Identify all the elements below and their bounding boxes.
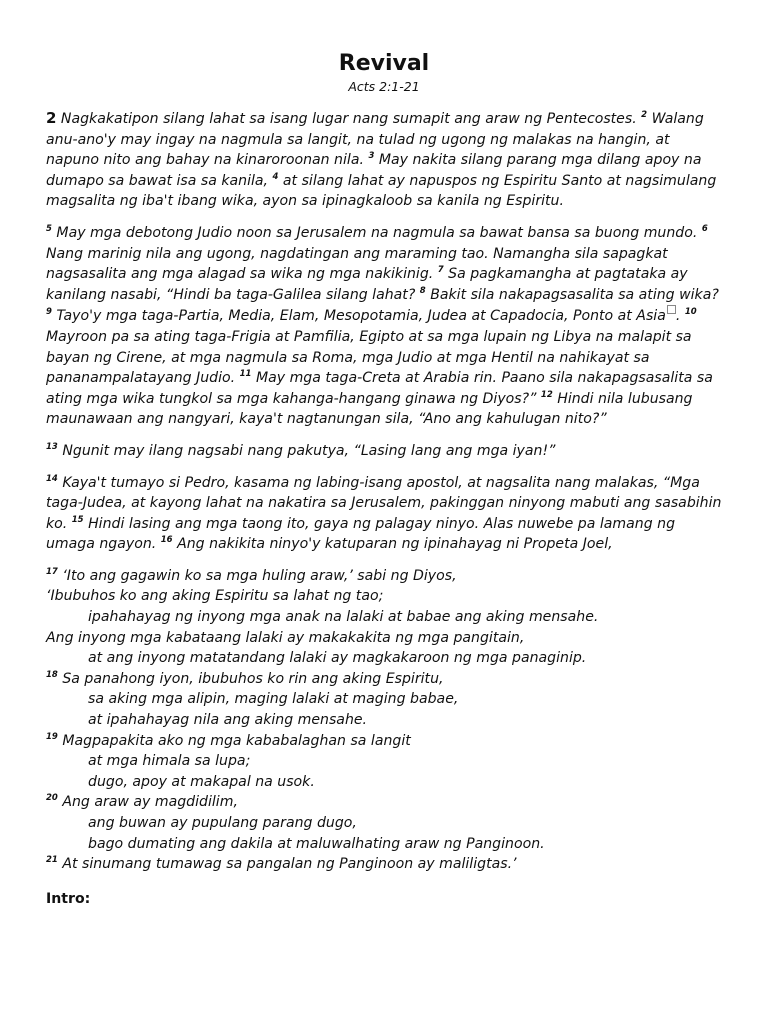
poem-line bbox=[46, 813, 722, 834]
verse-text: May mga taga-Creta at Arabia rin. Paano sila nakapagsasalita sa ating mga wika tungkol sa mga kahanga-hangang ginawa ng Diyos?” bbox=[46, 370, 713, 407]
verse-number: 5 bbox=[46, 223, 52, 234]
poem-line-text: At sinumang tumawag sa pangalan ng Panginoon ay maliligtas.’ bbox=[62, 856, 517, 873]
poem-line bbox=[46, 669, 722, 690]
poem-line-text: at mga himala sa lupa; bbox=[88, 753, 251, 770]
page-title: Revival bbox=[338, 51, 430, 76]
poem-line-text: Magpapakita ako ng mga kababalaghan sa langit bbox=[62, 732, 411, 749]
poem-line bbox=[46, 731, 722, 752]
verse-text: Bakit sila nakapagsasalita sa ating wika? bbox=[430, 286, 719, 303]
poem-line bbox=[46, 689, 722, 710]
verse-text: Nagkakatipon silang lahat sa isang lugar nang sumapit ang araw ng Pentecostes. bbox=[60, 111, 637, 127]
verse-number: 9 bbox=[46, 307, 52, 318]
poem-line bbox=[46, 710, 722, 731]
verse-text: Nang marinig nila ang ugong, nagdatingan ang maraming tao. Namangha sila sapagkat nagsasalita ang mga alagad sa wika ng mga nakikinig. bbox=[46, 245, 668, 283]
verse-number: 18 bbox=[46, 669, 58, 680]
verse-text: Tayo'y mga taga-Partia, Media, Elam, Mesopotamia, Judea at Capadocia, Ponto at Asia bbox=[56, 308, 666, 325]
poem-line-text: dugo, apoy at makapal na usok. bbox=[88, 773, 315, 790]
verse-number: 14 bbox=[46, 473, 58, 484]
prophecy-quotation bbox=[46, 566, 722, 875]
poem-line-text: Ang araw ay magdidilim, bbox=[62, 794, 238, 811]
verse-text: at silang lahat ay napuspos ng Espiritu Santo at nagsimulang magsalita ng iba't ibang wika, ayon sa ipinagkaloob sa kanila ng Espiritu. bbox=[46, 172, 717, 210]
verse-number: 2 bbox=[641, 110, 648, 120]
poem-line-text: at ipahahayag nila ang aking mensahe. bbox=[88, 712, 368, 729]
poem-line bbox=[46, 751, 722, 772]
verse-number: 16 bbox=[160, 535, 173, 546]
verse-number: 3 bbox=[368, 151, 375, 162]
verse-text: Hindi lasing ang mga taong ito, gaya ng palagay ninyo. Alas nuwebe pa lamang ng umaga ngayon. bbox=[46, 515, 676, 553]
verse-text: Ngunit may ilang nagsabi nang pakutya, “Lasing lang ang mga iyan!” bbox=[62, 442, 556, 459]
poem-line bbox=[46, 628, 722, 649]
verse-number: 7 bbox=[437, 265, 444, 276]
verse-punctuation: . bbox=[675, 308, 681, 325]
verse-number: 4 bbox=[272, 171, 279, 182]
verse-text: Sa pagkamangha at pagtataka ay kanilang nasabi, “Hindi ba taga-Galilea silang lahat? bbox=[46, 266, 688, 303]
poem-line-text: ‘Ibubuhos ko ang aking Espiritu sa lahat ng tao; bbox=[46, 588, 384, 605]
verse-number: 20 bbox=[46, 793, 58, 804]
poem-line bbox=[46, 854, 722, 875]
verse-text: May nakita silang parang mga dilang apoy na dumapo sa bawat isa sa kanila, bbox=[46, 152, 702, 189]
verse-text: Hindi nila lubusang maunawaan ang nangyari, kaya't nagtanungan sila, “Ano ang kahulugan nito?” bbox=[46, 390, 693, 428]
verse-number: 21 bbox=[46, 855, 58, 866]
verse-text: Walang anu-ano'y may ingay na nagmula sa langit, na tulad ng ugong ng malakas na hangin, at napuno nito ang bahay na kinaroroonan nila. bbox=[46, 111, 704, 169]
poem-line-text: Ang inyong mga kabataang lalaki ay makakakita ng mga pangitain, bbox=[46, 629, 525, 646]
verse-number: 19 bbox=[46, 731, 58, 742]
verse-number: 15 bbox=[71, 514, 84, 525]
verse-number: 11 bbox=[239, 369, 252, 380]
verse-text: Ang nakikita ninyo'y katuparan ng ipinahayag ni Propeta Joel, bbox=[177, 536, 613, 553]
verse-text: Mayroon pa sa ating taga-Frigia at Pamfilia, Egipto at sa mga lupain ng Libya na malapit sa bayan ng Cirene, at mga nagmula sa Roma, mga Judio at mga Hentil na nahikayat sa pananampalatayang Judio. bbox=[46, 328, 692, 387]
verse-number: 8 bbox=[419, 285, 426, 296]
poem-line bbox=[46, 607, 722, 628]
poem-line bbox=[46, 792, 722, 813]
poem-line bbox=[46, 586, 722, 607]
poem-line-text: at ang inyong matatandang lalaki ay magkakaroon ng mga panaginip. bbox=[88, 650, 587, 667]
poem-line-text: ‘Ito ang gagawin ko sa mga huling araw,’ sabi ng Diyos, bbox=[62, 567, 457, 584]
poem-line-text: bago dumating ang dakila at maluwalhating araw ng Panginoon. bbox=[88, 835, 545, 852]
verse-text: Kaya't tumayo si Pedro, kasama ng labing-isang apostol, at nagsalita nang malakas, “Mga taga-Judea, at kayong lahat na nakatira sa Jerusalem, pakinggan ninyong mabuti ang sasabihin ko. bbox=[46, 474, 722, 532]
poem-line-text: ipahahayag ng inyong mga anak na lalaki at babae ang aking mensahe. bbox=[88, 609, 599, 626]
poem-line-text: sa aking mga alipin, maging lalaki at maging babae, bbox=[88, 691, 459, 708]
verse-number: 17 bbox=[46, 566, 58, 577]
footnote-marker-icon bbox=[667, 305, 676, 314]
scripture-paragraph bbox=[46, 223, 722, 430]
poem-line-text: Sa panahong iyon, ibubuhos ko rin ang aking Espiritu, bbox=[62, 670, 444, 687]
chapter-number: 2 bbox=[46, 109, 57, 127]
scripture-reference: Acts 2:1-21 bbox=[348, 79, 420, 94]
poem-line bbox=[46, 566, 722, 587]
verse-number: 12 bbox=[540, 389, 553, 400]
intro-label: Intro: bbox=[46, 890, 91, 907]
poem-line bbox=[46, 648, 722, 669]
verse-text: May mga debotong Judio noon sa Jerusalem na nagmula sa bawat bansa sa buong mundo. bbox=[56, 224, 698, 241]
verse-number: 10 bbox=[684, 307, 697, 318]
scripture-paragraph bbox=[46, 108, 722, 212]
verse-number: 6 bbox=[701, 223, 708, 234]
verse-number: 13 bbox=[46, 441, 58, 452]
poem-line bbox=[46, 834, 722, 855]
scripture-paragraph bbox=[46, 441, 722, 462]
scripture-body bbox=[46, 108, 722, 555]
poem-line-text: ang buwan ay pupulang parang dugo, bbox=[88, 815, 357, 831]
poem-line bbox=[46, 772, 722, 793]
scripture-paragraph bbox=[46, 473, 722, 555]
